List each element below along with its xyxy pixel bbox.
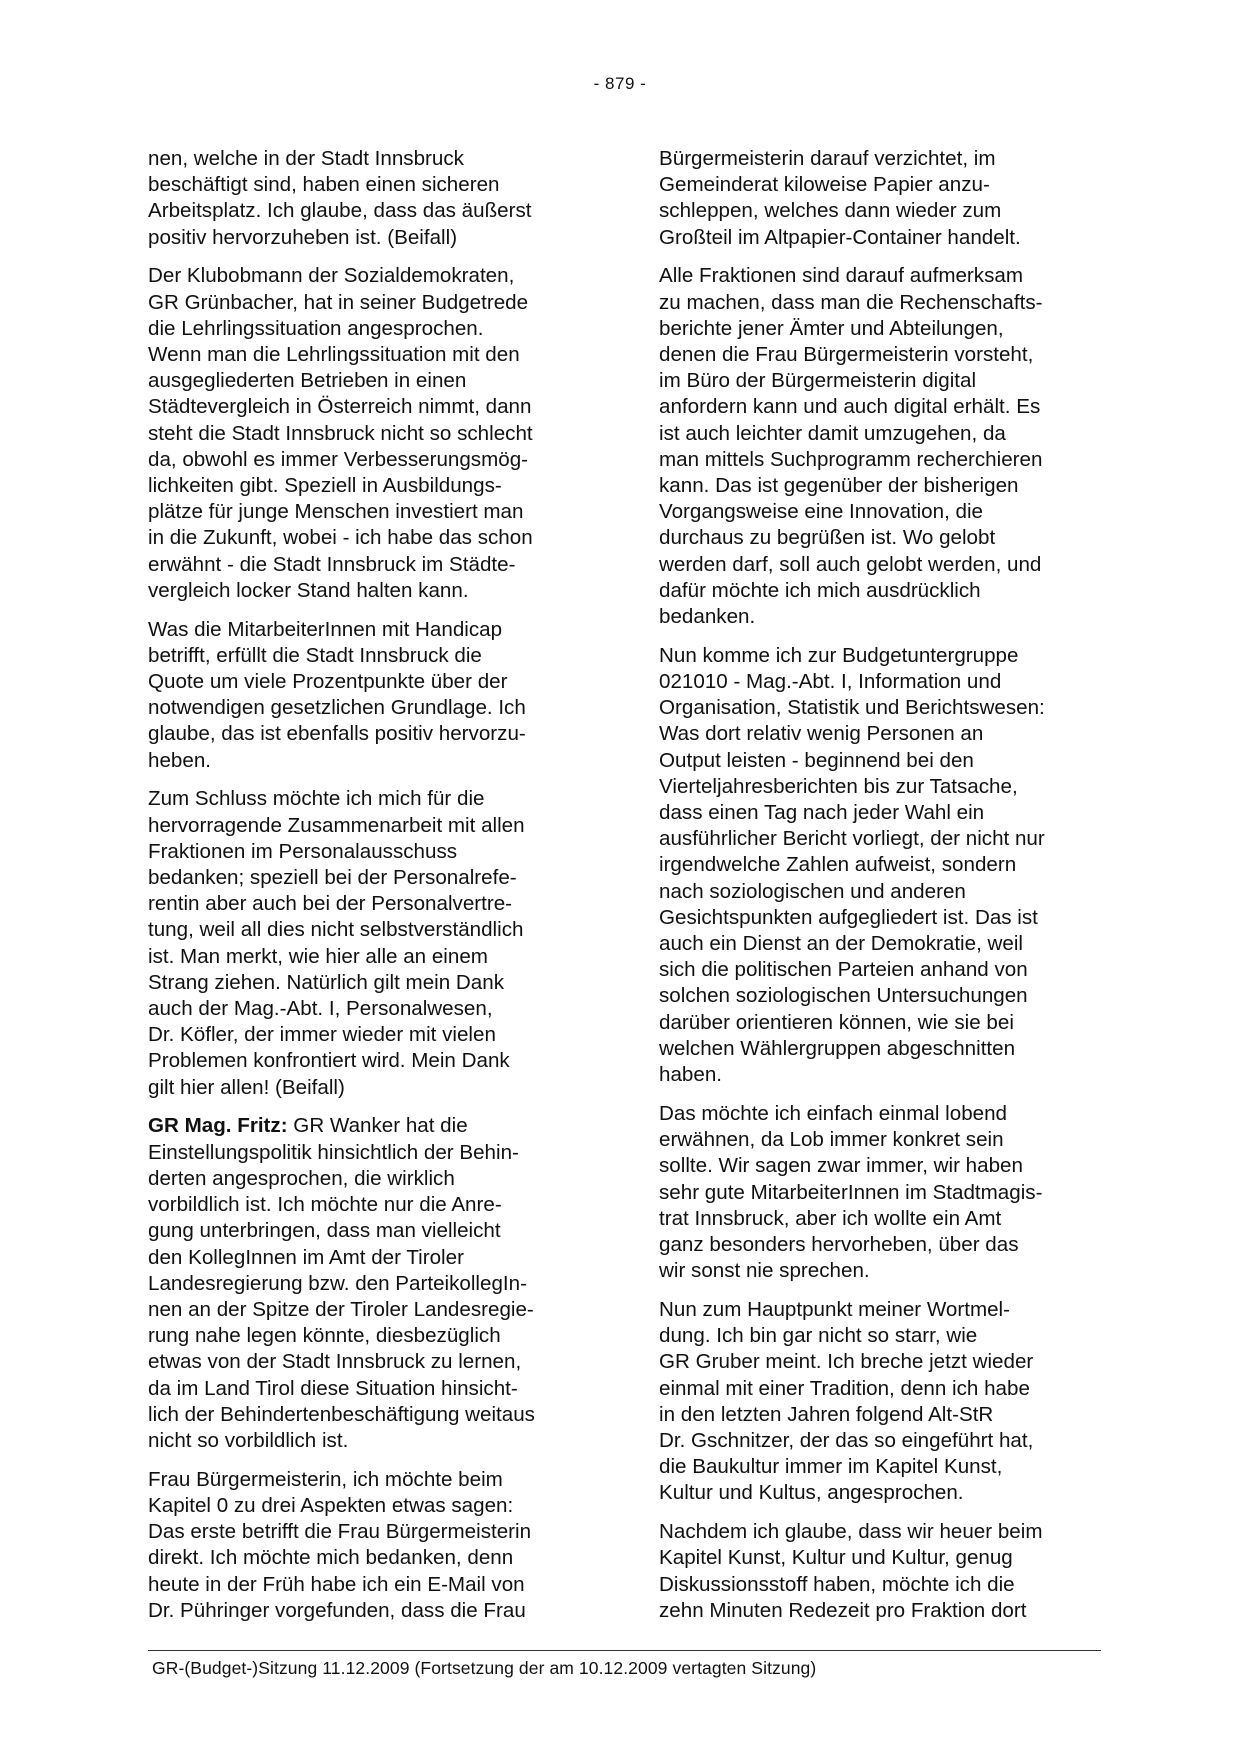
text-line: derten angesprochen, die wirklich [148,1166,455,1190]
text-line: haben. [659,1063,722,1087]
text-line: rung nahe legen könnte, diesbezüglich [148,1324,501,1348]
text-line: Städtevergleich in Österreich nimmt, dann [148,395,532,419]
text-line: bedanken. [659,605,756,629]
text-line: im Büro der Bürgermeisterin digital [659,369,977,393]
text-line: Nun zum Hauptpunkt meiner Wortmel- [659,1297,1010,1321]
text-line: Gemeinderat kiloweise Papier anzu- [659,173,990,197]
text-line: Einstellungspolitik hinsichtlich der Behin- [148,1140,519,1164]
text-line: welchen Wählergruppen abgeschnitten [659,1036,1016,1060]
text-line: GR Grünbacher, hat in seiner Budgetrede [148,290,529,314]
text-line: Kapitel Kunst, Kultur und Kultur, genug [659,1546,1013,1570]
text-line: durchaus zu begrüßen ist. Wo gelobt [659,526,996,550]
text-line: Nun komme ich zur Budgetuntergruppe [659,643,1019,667]
text-line: dafür möchte ich mich ausdrücklich [659,578,981,602]
text-line: 021010 - Mag.-Abt. I, Information und [659,670,1002,694]
text-line: berichte jener Ämter und Abteilungen, [659,316,1004,340]
text-line: einmal mit einer Tradition, denn ich habe [659,1376,1030,1400]
text-line: Kapitel 0 zu drei Aspekten etwas sagen: [148,1493,514,1517]
text-line: Alle Fraktionen sind darauf aufmerksam [659,264,1023,288]
text-line: da, obwohl es immer Verbesserungsmög- [148,447,529,471]
text-line: in den letzten Jahren folgend Alt-StR [659,1402,994,1426]
text-line: denen die Frau Bürgermeisterin vorsteht, [659,343,1034,367]
text-line: Der Klubobmann der Sozialdemokraten, [148,264,515,288]
text-line: dass einen Tag nach jeder Wahl ein [659,801,985,825]
text-line: solchen soziologischen Untersuchungen [659,984,1028,1008]
paragraph [659,1297,1095,1507]
paragraph [659,643,1095,1088]
text-line: Nachdem ich glaube, dass wir heuer beim [659,1520,1043,1544]
text-line: GR Gruber meint. Ich breche jetzt wieder [659,1350,1034,1374]
text-line: schleppen, welches dann wieder zum [659,199,1002,223]
text-line: ausgegliederten Betrieben in einen [148,369,467,393]
paragraph [659,263,1095,630]
text-line: rentin aber auch bei der Personalvertre- [148,892,513,916]
text-line: anfordern kann und auch digital erhält. Es [659,395,1041,419]
paragraph [148,786,584,1100]
text-line: heben. [148,748,211,772]
text-line: sehr gute MitarbeiterInnen im Stadtmagis- [659,1180,1043,1204]
text-line: nicht so vorbildlich ist. [148,1428,349,1452]
text-line: positiv hervorzuheben ist. (Beifall) [148,225,458,249]
text-line: Dr. Pühringer vorgefunden, dass die Frau [148,1598,526,1622]
text-line: Großteil im Altpapier-Container handelt. [659,225,1021,249]
text-line: vergleich locker Stand halten kann. [148,578,469,602]
text-line: ist. Man merkt, wie hier alle an einem [148,944,488,968]
text-line: steht die Stadt Innsbruck nicht so schlecht [148,421,533,445]
text-line: sich die politischen Parteien anhand von [659,958,1028,982]
text-line: gung unterbringen, dass man vielleicht [148,1219,501,1243]
text-line: glaube, das ist ebenfalls positiv hervorzu- [148,722,526,746]
text-line: Gesichtspunkten aufgegliedert ist. Das ist [659,905,1038,929]
page-number: - 879 - [593,74,647,93]
right-column [659,146,1095,1637]
text-line: auch ein Dienst an der Demokratie, weil [659,932,1024,956]
text-line: wir sonst nie sprechen. [659,1259,870,1283]
text-line: Landesregierung bzw. den ParteikollegIn- [148,1271,527,1295]
paragraph [659,1519,1095,1624]
speaker-paragraph-body [148,1140,584,1454]
text-line: etwas von der Stadt Innsbruck zu lernen, [148,1350,522,1374]
text-line: Vierteljahresberichten bis zur Tatsache, [659,774,1018,798]
text-line: den KollegInnen im Amt der Tiroler [148,1245,464,1269]
text-line: Das erste betrifft die Frau Bürgermeisterin [148,1520,532,1544]
text-line: beschäftigt sind, haben einen sicheren [148,173,500,197]
footer-session-info: GR-(Budget-)Sitzung 11.12.2009 (Fortsetzung der am 10.12.2009 vertagten Sitzung) [152,1658,817,1678]
text-line: plätze für junge Menschen investiert man [148,500,524,524]
paragraph [148,617,584,774]
text-line: gilt hier allen! (Beifall) [148,1075,345,1099]
paragraph [148,146,584,251]
text-line: irgendwelche Zahlen aufweist, sondern [659,853,1017,877]
text-line: die Baukultur immer im Kapitel Kunst, [659,1455,1003,1479]
text-line: zehn Minuten Redezeit pro Fraktion dort [659,1598,1027,1622]
text-line: sollte. Wir sagen zwar immer, wir haben [659,1154,1023,1178]
paragraph [148,263,584,604]
text-line: da im Land Tirol diese Situation hinsicht- [148,1376,518,1400]
text-line: Das möchte ich einfach einmal lobend [659,1101,1008,1125]
text-line: dung. Ich bin gar nicht so starr, wie [659,1324,978,1348]
speaker-name: GR Mag. Fritz: [148,1114,288,1138]
text-line: notwendigen gesetzlichen Grundlage. Ich [148,696,526,720]
text-line: Zum Schluss möchte ich mich für die [148,787,485,811]
text-line: darüber orientieren können, wie sie bei [659,1010,1014,1034]
text-line: Bürgermeisterin darauf verzichtet, im [659,147,996,170]
text-line: Frau Bürgermeisterin, ich möchte beim [148,1467,503,1491]
text-line: Kultur und Kultus, angesprochen. [659,1481,964,1505]
text-line: Organisation, Statistik und Berichtswesen: [659,696,1045,720]
footer-divider [148,1650,1101,1651]
text-line: Problemen konfrontiert wird. Mein Dank [148,1049,510,1073]
text-line: lichkeiten gibt. Speziell in Ausbildungs- [148,474,502,498]
text-line: bedanken; speziell bei der Personalrefe- [148,866,517,890]
text-line: Vorgangsweise eine Innovation, die [659,500,984,524]
text-line: direkt. Ich möchte mich bedanken, denn [148,1546,514,1570]
text-line: lich der Behindertenbeschäftigung weitaus [148,1402,535,1426]
speaker-first-line-text: GR Wanker hat die [287,1114,468,1138]
paragraph [659,1101,1095,1284]
text-line: ganz besonders hervorheben, über das [659,1232,1019,1256]
text-line: betrifft, erfüllt die Stadt Innsbruck die [148,643,482,667]
text-line: die Lehrlingssituation angesprochen. [148,316,484,340]
text-line: werden darf, soll auch gelobt werden, und [659,552,1042,576]
text-line: Output leisten - beginnend bei den [659,748,974,772]
text-line: vorbildlich ist. Ich möchte nur die Anre- [148,1193,502,1217]
text-line: in die Zukunft, wobei - ich habe das schon [148,526,533,550]
text-line: nen, welche in der Stadt Innsbruck [148,147,464,170]
text-line: ist auch leichter damit umzugehen, da [659,421,1006,445]
text-line: heute in der Früh habe ich ein E-Mail von [148,1572,525,1596]
speaker-paragraph [148,1113,584,1454]
text-line: Was dort relativ wenig Personen an [659,722,984,746]
text-line: Quote um viele Prozentpunkte über der [148,670,508,694]
text-line: hervorragende Zusammenarbeit mit allen [148,813,525,837]
text-line: auch der Mag.-Abt. I, Personalwesen, [148,997,493,1021]
paragraph [148,1467,584,1624]
text-line: erwähnen, da Lob immer konkret sein [659,1128,1004,1152]
text-line: Arbeitsplatz. Ich glaube, dass das äußerst [148,199,532,223]
text-line: Dr. Gschnitzer, der das so eingeführt hat, [659,1428,1034,1452]
text-line: Was die MitarbeiterInnen mit Handicap [148,617,503,641]
paragraph [659,146,1095,251]
text-line: Diskussionsstoff haben, möchte ich die [659,1572,1015,1596]
text-line: ausführlicher Bericht vorliegt, der nicht nur [659,827,1045,851]
text-line: nach soziologischen und anderen [659,879,966,903]
text-line: Dr. Köfler, der immer wieder mit vielen [148,1023,496,1047]
speaker-first-line [148,1113,584,1139]
text-line: kann. Das ist gegenüber der bisherigen [659,474,1019,498]
text-line: Strang ziehen. Natürlich gilt mein Dank [148,970,504,994]
text-line: man mittels Suchprogramm recherchieren [659,447,1043,471]
text-line: trat Innsbruck, aber ich wollte ein Amt [659,1206,1002,1230]
text-line: tung, weil all dies nicht selbstverständlich [148,918,524,942]
left-column [148,146,584,1637]
text-line: Wenn man die Lehrlingssituation mit den [148,343,520,367]
text-line: zu machen, dass man die Rechenschafts- [659,290,1043,314]
text-line: nen an der Spitze der Tiroler Landesregie- [148,1297,534,1321]
text-line: Fraktionen im Personalausschuss [148,839,458,863]
text-line: erwähnt - die Stadt Innsbruck im Städte- [148,552,516,576]
